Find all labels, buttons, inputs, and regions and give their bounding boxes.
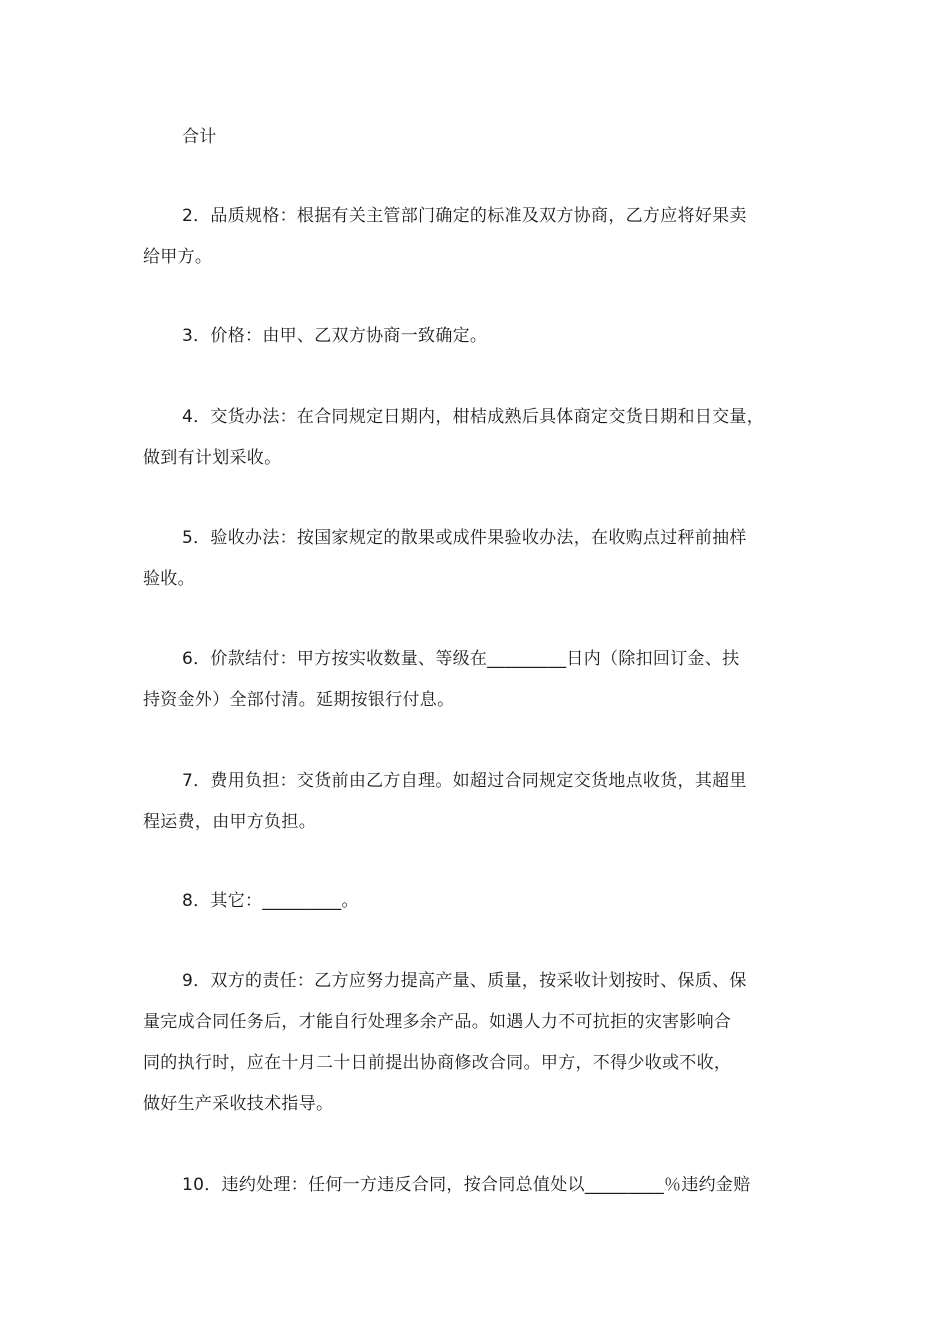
clause-3-price (143, 316, 815, 357)
clause-2-quality-spec (143, 196, 815, 278)
paragraph-line: 做到有计划采收。 (143, 448, 282, 468)
paragraph-line: 9．双方的责任：乙方应努力提高产量、质量，按采收计划按时、保质、保 (182, 971, 747, 991)
total-line (143, 117, 815, 158)
clause-10-breach (143, 1165, 815, 1206)
clause-7-costs (143, 761, 815, 843)
paragraph-line: 2．品质规格：根据有关主管部门确定的标准及双方协商，乙方应将好果卖 (182, 206, 747, 226)
paragraph-line: 5．验收办法：按国家规定的散果或成件果验收办法，在收购点过秤前抽样 (182, 528, 747, 548)
paragraph-line: 做好生产采收技术指导。 (143, 1094, 334, 1114)
paragraph-line: 6．价款结付：甲方按实收数量、等级在_________日内（除扣回订金、扶 (182, 649, 740, 669)
paragraph-line: 10．违约处理：任何一方违反合同，按合同总值处以_________％违约金赔 (182, 1175, 751, 1195)
clause-9-responsibilities (143, 961, 815, 1125)
paragraph-line: 持资金外）全部付清。延期按银行付息。 (143, 690, 455, 710)
clause-4-delivery (143, 397, 815, 479)
paragraph-line: 量完成合同任务后，才能自行处理多余产品。如遇人力不可抗拒的灾害影响合 (143, 1012, 732, 1032)
paragraph-line: 8．其它：_________。 (182, 891, 359, 911)
paragraph-line: 给甲方。 (143, 247, 213, 267)
paragraph-line: 合计 (182, 127, 217, 147)
clause-5-inspection (143, 518, 815, 600)
paragraph-line: 7．费用负担：交货前由乙方自理。如超过合同规定交货地点收货，其超里 (182, 771, 747, 791)
paragraph-line: 3．价格：由甲、乙双方协商一致确定。 (182, 326, 488, 346)
clause-8-other (143, 881, 815, 922)
paragraph-line: 4．交货办法：在合同规定日期内，柑桔成熟后具体商定交货日期和日交量， (182, 407, 765, 427)
clause-6-payment (143, 639, 815, 721)
paragraph-line: 验收。 (143, 569, 195, 589)
paragraph-line: 同的执行时，应在十月二十日前提出协商修改合同。甲方，不得少收或不收， (143, 1053, 732, 1073)
paragraph-line: 程运费，由甲方负担。 (143, 812, 316, 832)
